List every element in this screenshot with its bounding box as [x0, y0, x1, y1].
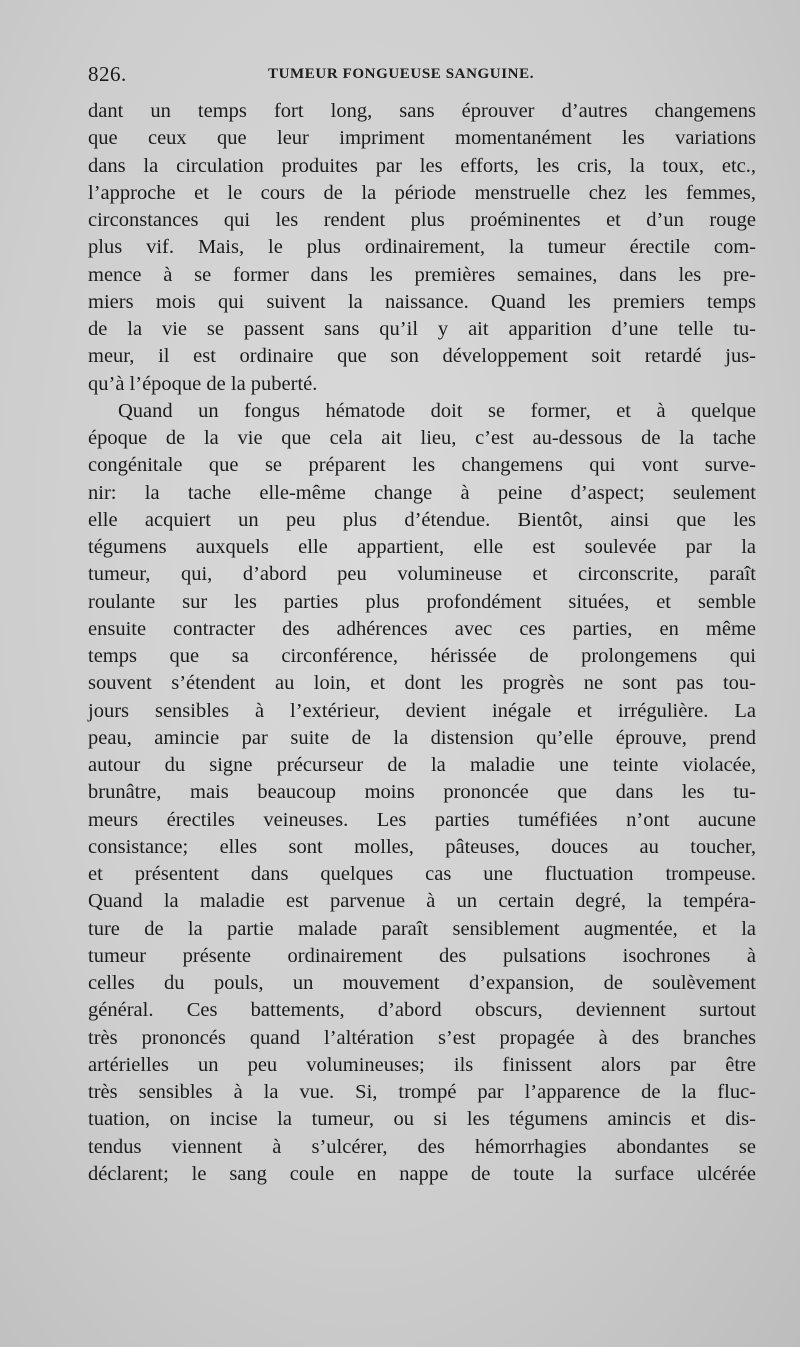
text-line: consistance; elles sont molles, pâteuses, douces au toucher, [88, 835, 756, 858]
text-line: Quand un fongus hématode doit se former, et à quelque [118, 399, 756, 422]
text-line: tumeur, qui, d’abord peu volumineuse et circonscrite, paraît [88, 563, 756, 586]
text-line: congénitale que se préparent les changemens qui vont surve- [88, 454, 756, 477]
text-line: de la vie se passent sans qu’il y ait apparition d’une telle tu- [88, 318, 756, 340]
text-line: circonstances qui les rendent plus proéminentes et d’un rouge [88, 209, 756, 231]
text-line: peau, amincie par suite de la distension qu’elle éprouve, prend [88, 726, 756, 749]
text-line: dans la circulation produites par les efforts, les cris, la toux, etc., [88, 154, 756, 177]
text-line: très sensibles à la vue. Si, trompé par l’apparence de la fluc- [88, 1081, 756, 1103]
text-line: ensuite contracter des adhérences avec ces parties, en même [88, 617, 756, 640]
text-line: autour du signe précurseur de la maladie une teinte violacée, [88, 754, 756, 776]
text-line: ture de la partie malade paraît sensiblement augmentée, et la [88, 917, 756, 940]
text-line: l’approche et le cours de la période menstruelle chez les femmes, [88, 181, 756, 204]
page-number: 826. [88, 62, 127, 86]
text-line: et présentent dans quelques cas une fluctuation trompeuse. [88, 863, 756, 885]
running-head: TUMEUR FONGUEUSE SANGUINE. [268, 66, 535, 82]
text-line: meur, il est ordinaire que son développement soit retardé jus- [88, 345, 756, 368]
text-line: très prononcés quand l’altération s’est propagée à des branches [88, 1026, 756, 1049]
text-line: tégumens auxquels elle appartient, elle est soulevée par la [88, 536, 756, 558]
text-line: roulante sur les parties plus profondément situées, et semble [88, 590, 756, 613]
text-line: artérielles un peu volumineuses; ils finissent alors par être [88, 1053, 756, 1076]
text-line: jours sensibles à l’extérieur, devient inégale et irrégulière. La [88, 699, 756, 722]
text-line: elle acquiert un peu plus d’étendue. Bientôt, ainsi que les [88, 508, 756, 531]
text-line: celles du pouls, un mouvement d’expansion, de soulèvement [88, 972, 756, 994]
text-line: tendus viennent à s’ulcérer, des hémorrhagies abondantes se [88, 1135, 756, 1158]
text-line: que ceux que leur impriment momentanément les variations [88, 127, 756, 150]
text-line: temps que sa circonférence, hérissée de prolongemens qui [88, 645, 756, 667]
page-header [88, 62, 756, 92]
text-line: tumeur présente ordinairement des pulsations isochrones à [88, 944, 756, 967]
text-line: qu’à l’époque de la puberté. [88, 372, 318, 395]
text-line: général. Ces battements, d’abord obscurs, deviennent surtout [88, 999, 756, 1022]
text-line: nir: la tache elle-même change à peine d’aspect; seulement [88, 481, 756, 504]
text-line: plus vif. Mais, le plus ordinairement, la tumeur érectile com- [88, 236, 756, 259]
text-line: miers mois qui suivent la naissance. Quand les premiers temps [88, 290, 756, 313]
text-line: tuation, on incise la tumeur, ou si les tégumens amincis et dis- [88, 1108, 756, 1131]
text-line: souvent s’étendent au loin, et dont les progrès ne sont pas tou- [88, 672, 756, 695]
text-line: époque de la vie que cela ait lieu, c’est au-dessous de la tache [88, 427, 756, 449]
text-line: meurs érectiles veineuses. Les parties tuméfiées n’ont aucune [88, 808, 756, 831]
text-line: dant un temps fort long, sans éprouver d’autres changemens [88, 100, 756, 122]
text-line: mence à se former dans les premières semaines, dans les pre- [88, 263, 756, 286]
text-line: déclarent; le sang coule en nappe de toute la surface ulcérée [88, 1162, 756, 1185]
body-text [88, 98, 756, 1188]
text-line: brunâtre, mais beaucoup moins prononcée que dans les tu- [88, 781, 756, 804]
text-line: Quand la maladie est parvenue à un certain degré, la tempéra- [88, 890, 756, 913]
